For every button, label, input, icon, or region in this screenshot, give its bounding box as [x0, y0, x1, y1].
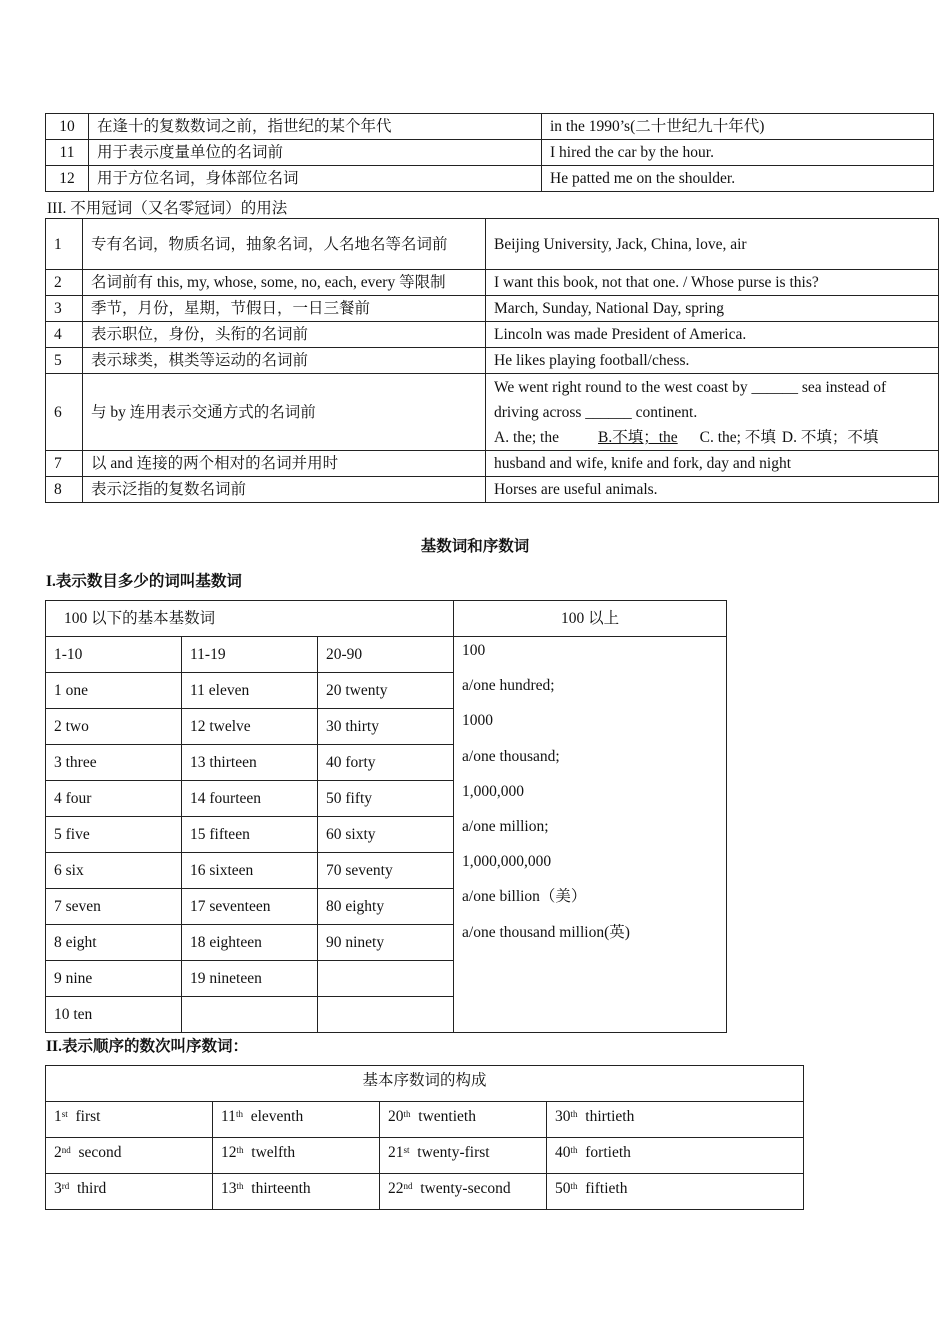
example-cell: husband and wife, knife and fork, day and night: [486, 451, 939, 477]
cardinal-cell: 14 fourteen: [182, 781, 318, 817]
ordinal-number: 22: [388, 1180, 404, 1197]
ordinal-caption: 基本序数词的构成: [46, 1066, 804, 1102]
table-row: [46, 296, 939, 322]
table-row: [46, 1102, 804, 1138]
example-line: We went right round to the west coast by ______ sea instead of: [494, 378, 887, 396]
ordinal-table: [45, 1065, 804, 1210]
ordinal-suffix: th: [403, 1109, 411, 1119]
example-cell: I hired the car by the hour.: [542, 140, 934, 166]
ordinal-word: fortieth: [585, 1144, 631, 1161]
table-row: [46, 140, 934, 166]
cardinal-cell: 40 forty: [318, 745, 454, 781]
example-cell: Horses are useful animals.: [486, 477, 939, 503]
ordinal-cell: [547, 1102, 804, 1138]
ordinal-suffix: st: [61, 1109, 68, 1119]
row-number: 11: [46, 140, 89, 166]
header-below-100: 100 以下的基本基数词: [46, 601, 454, 637]
usage-cell: 与 by 连用表示交通方式的名词前: [83, 374, 486, 451]
usage-cell: 专有名词，物质名词，抽象名词，人名地名等名词前: [83, 219, 486, 270]
answer-choices: [494, 425, 934, 450]
cardinal-cell: 30 thirty: [318, 709, 454, 745]
table-row: [46, 270, 939, 296]
example-cell: Lincoln was made President of America.: [486, 322, 939, 348]
ordinal-number: 21: [388, 1144, 404, 1161]
example-cell: He patted me on the shoulder.: [542, 166, 934, 192]
ordinal-suffix: th: [236, 1145, 244, 1155]
cardinal-cell: 6 six: [46, 853, 182, 889]
ordinal-number: 1: [54, 1108, 62, 1125]
ordinal-cell: [213, 1102, 380, 1138]
cardinal-table: [45, 600, 727, 1033]
ordinal-suffix: th: [236, 1181, 244, 1191]
ordinal-number: 12: [221, 1144, 237, 1161]
row-number: 10: [46, 114, 89, 140]
table-row: [46, 114, 934, 140]
ordinal-suffix: rd: [61, 1181, 70, 1191]
usage-cell: 在逢十的复数数词之前，指世纪的某个年代: [89, 114, 542, 140]
usage-cell: 季节，月份，星期，节假日，一日三餐前: [83, 296, 486, 322]
ordinal-heading: II.表示顺序的数次叫序数词：: [46, 1038, 248, 1055]
cardinal-cell: 15 fifteen: [182, 817, 318, 853]
row-number: 4: [46, 322, 83, 348]
usage-cell: 用于表示度量单位的名词前: [89, 140, 542, 166]
column-header: 20-90: [318, 637, 454, 673]
cardinal-cell: [318, 961, 454, 997]
cardinal-cell: 18 eighteen: [182, 925, 318, 961]
cardinal-cell: 7 seven: [46, 889, 182, 925]
cardinal-cell: [318, 997, 454, 1033]
table-row: [46, 348, 939, 374]
ordinal-word: third: [77, 1180, 107, 1197]
list-item: 1000: [462, 712, 494, 730]
list-item: a/one thousand;: [462, 747, 560, 765]
ordinal-word: eleventh: [250, 1108, 304, 1125]
table-row: [46, 1066, 804, 1102]
list-item: a/one billion（美）: [462, 888, 587, 906]
ordinal-suffix: st: [403, 1145, 410, 1155]
list-item: 100: [462, 642, 486, 659]
cardinal-cell: 60 sixty: [318, 817, 454, 853]
row-number: 8: [46, 477, 83, 503]
cardinal-heading: I.表示数目多少的词叫基数词: [46, 573, 242, 590]
choice-c: C. the; 不填: [699, 428, 776, 446]
cardinal-cell: 11 eleven: [182, 673, 318, 709]
row-number: 1: [46, 219, 83, 270]
ordinal-word: twentieth: [418, 1108, 476, 1125]
ordinal-suffix: nd: [403, 1181, 413, 1191]
table-row: [46, 166, 934, 192]
ordinal-word: twenty-first: [417, 1144, 490, 1161]
cardinal-cell: 70 seventy: [318, 853, 454, 889]
cardinal-cell: 4 four: [46, 781, 182, 817]
cardinal-cell: 1 one: [46, 673, 182, 709]
ordinal-number: 13: [221, 1180, 237, 1197]
cardinal-cell: 5 five: [46, 817, 182, 853]
ordinal-cell: [547, 1174, 804, 1210]
usage-cell: 表示职位，身份，头衔的名词前: [83, 322, 486, 348]
ordinal-word: fiftieth: [585, 1180, 628, 1197]
list-item: a/one million;: [462, 817, 549, 835]
table-row: [46, 374, 939, 451]
cardinal-cell: 12 twelve: [182, 709, 318, 745]
list-item: a/one thousand million(英): [462, 923, 630, 941]
column-header: 11-19: [182, 637, 318, 673]
ordinal-word: first: [75, 1108, 101, 1125]
cardinal-cell: 16 sixteen: [182, 853, 318, 889]
list-item: 1,000,000: [462, 782, 525, 800]
ordinal-cell: [46, 1138, 213, 1174]
ordinal-suffix: th: [570, 1181, 578, 1191]
example-line: driving across ______ continent.: [494, 403, 698, 421]
usage-cell: 以 and 连接的两个相对的名词并用时: [83, 451, 486, 477]
table-row: [46, 1174, 804, 1210]
usage-cell: 表示球类，棋类等运动的名词前: [83, 348, 486, 374]
choice-a: A. the; the: [494, 428, 559, 446]
ordinal-cell: [46, 1174, 213, 1210]
ordinal-word: thirtieth: [585, 1108, 635, 1125]
cardinal-cell: 8 eight: [46, 925, 182, 961]
table-row: [46, 601, 727, 637]
table-row: [46, 451, 939, 477]
ordinal-word: twenty-second: [420, 1180, 511, 1197]
ordinal-cell: [380, 1102, 547, 1138]
ordinal-number: 3: [54, 1180, 62, 1197]
table-row: [46, 477, 939, 503]
above-100-list: [454, 637, 727, 1033]
ordinal-number: 2: [54, 1144, 62, 1161]
ordinal-word: second: [78, 1144, 122, 1161]
cardinal-cell: 10 ten: [46, 997, 182, 1033]
ordinal-cell: [46, 1102, 213, 1138]
usage-cell: 名词前有 this, my, whose, some, no, each, every 等限制: [83, 270, 486, 296]
ordinal-number: 50: [555, 1180, 571, 1197]
ordinal-suffix: th: [570, 1109, 578, 1119]
list-item: a/one hundred;: [462, 677, 555, 695]
row-number: 6: [46, 374, 83, 451]
ordinal-suffix: nd: [61, 1145, 71, 1155]
header-above-100: 100 以上: [454, 601, 727, 637]
row-number: 12: [46, 166, 89, 192]
cardinal-cell: 90 ninety: [318, 925, 454, 961]
example-cell: Beijing University, Jack, China, love, air: [486, 219, 939, 270]
choice-b: B.不填；the: [598, 428, 678, 446]
ordinal-number: 30: [555, 1108, 571, 1125]
cardinal-cell: 2 two: [46, 709, 182, 745]
ordinal-cell: [380, 1174, 547, 1210]
example-cell: March, Sunday, National Day, spring: [486, 296, 939, 322]
ordinal-suffix: th: [570, 1145, 578, 1155]
cardinal-cell: 3 three: [46, 745, 182, 781]
article-usage-table: [45, 113, 934, 192]
cardinal-cell: 13 thirteen: [182, 745, 318, 781]
ordinal-word: thirteenth: [251, 1180, 311, 1197]
example-cell: I want this book, not that one. / Whose purse is this?: [486, 270, 939, 296]
cardinal-cell: [182, 997, 318, 1033]
ordinal-cell: [213, 1174, 380, 1210]
example-cell: in the 1990’s(二十世纪九十年代): [542, 114, 934, 140]
row-number: 5: [46, 348, 83, 374]
ordinal-number: 40: [555, 1144, 571, 1161]
cardinal-cell: 19 nineteen: [182, 961, 318, 997]
example-cell: [486, 374, 939, 451]
usage-cell: 表示泛指的复数名词前: [83, 477, 486, 503]
table-row: [46, 637, 727, 673]
choice-d: D. 不填；不填: [781, 428, 879, 446]
row-number: 3: [46, 296, 83, 322]
zero-article-table: [45, 218, 939, 503]
ordinal-cell: [547, 1138, 804, 1174]
table-row: [46, 219, 939, 270]
numerals-title: 基数词和序数词: [420, 538, 530, 555]
ordinal-cell: [213, 1138, 380, 1174]
cardinal-cell: 50 fifty: [318, 781, 454, 817]
list-item: 1,000,000,000: [462, 853, 552, 871]
column-header: 1-10: [46, 637, 182, 673]
row-number: 7: [46, 451, 83, 477]
ordinal-suffix: th: [235, 1109, 243, 1119]
table-row: [46, 1138, 804, 1174]
cardinal-cell: 9 nine: [46, 961, 182, 997]
cardinal-cell: 80 eighty: [318, 889, 454, 925]
cardinal-cell: 17 seventeen: [182, 889, 318, 925]
example-cell: He likes playing football/chess.: [486, 348, 939, 374]
usage-cell: 用于方位名词，身体部位名词: [89, 166, 542, 192]
ordinal-number: 20: [388, 1108, 404, 1125]
row-number: 2: [46, 270, 83, 296]
ordinal-number: 11: [221, 1108, 236, 1125]
ordinal-cell: [380, 1138, 547, 1174]
zero-article-heading: III. 不用冠词（又名零冠词）的用法: [47, 200, 288, 217]
cardinal-cell: 20 twenty: [318, 673, 454, 709]
table-row: [46, 322, 939, 348]
ordinal-word: twelfth: [251, 1144, 296, 1161]
